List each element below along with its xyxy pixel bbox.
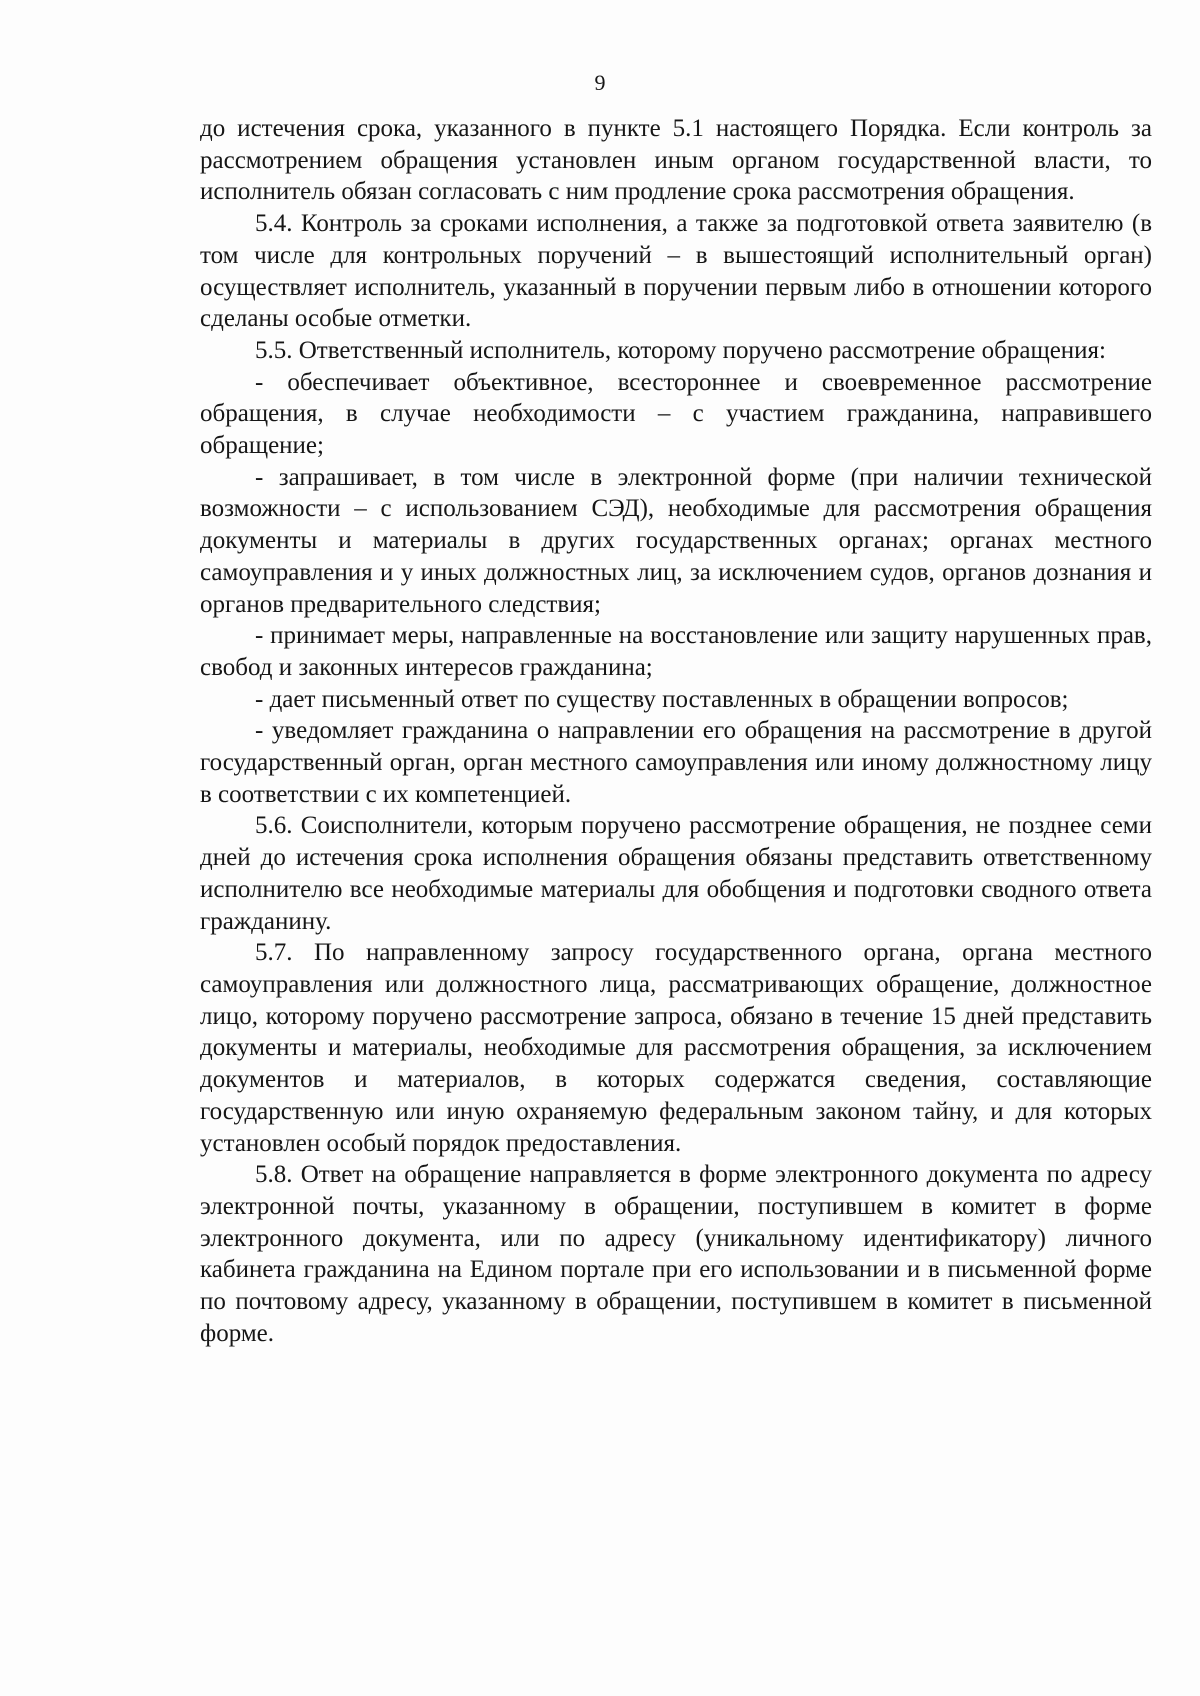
- paragraph-5-8: 5.8. Ответ на обращение направляется в форме электронного документа по адресу электронной почты, указанному в обращении, поступившем в комитет в форме электронного документа, или по адресу (уникальному идентификатору) личного кабинета гражданина на Едином портале при его использовании и в письменной форме по почтовому адресу, указанному в обращении, поступившем в комитет в письменной форме.: [200, 1161, 1152, 1347]
- paragraph-5-4: 5.4. Контроль за сроками исполнения, а также за подготовкой ответа заявителю (в том числе для контрольных поручений – в вышестоящий исполнительный орган) осуществляет исполнитель, указанный в поручении первым либо в отношении которого сделаны особые отметки.: [200, 210, 1152, 333]
- page-number: 9: [594, 70, 606, 95]
- paragraph-continuation: до истечения срока, указанного в пункте 5.1 настоящего Порядка. Если контроль за рассмотрением обращения установлен иным органом государственной власти, то исполнитель обязан согласовать с ним продление срока рассмотрения обращения.: [200, 115, 1152, 206]
- paragraph-5-6: 5.6. Соисполнители, которым поручено рассмотрение обращения, не позднее семи дней до истечения срока исполнения обращения обязаны представить ответственному исполнителю все необходимые материалы для обобщения и подготовки сводного ответа гражданину.: [200, 812, 1152, 935]
- list-item: - дает письменный ответ по существу поставленных в обращении вопросов;: [255, 685, 1069, 713]
- list-item: - запрашивает, в том числе в электронной форме (при наличии технической возможности – с использованием СЭД), необходимые для рассмотрения обращения документы и материалы в других государственных органах; органах местного самоуправления и у иных должностных лиц, за исключением судов, органов дознания и органов предварительного следствия;: [200, 463, 1152, 618]
- document-body: [200, 113, 1152, 1349]
- list-item: - принимает меры, направленные на восстановление или защиту нарушенных прав, свобод и законных интересов гражданина;: [200, 622, 1152, 681]
- paragraph-5-7: 5.7. По направленному запросу государственного органа, органа местного самоуправления или должностного лица, рассматривающих обращение, должностное лицо, которому поручено рассмотрение запроса, обязано в течение 15 дней представить документы и материалы, необходимые для рассмотрения обращения, за исключением документов и материалов, в которых содержатся сведения, составляющие государственную или иную охраняемую федеральным законом тайну, и для которых установлен особый порядок предоставления.: [200, 939, 1152, 1157]
- paragraph-5-5: 5.5. Ответственный исполнитель, которому поручено рассмотрение обращения:: [255, 336, 1106, 364]
- list-item: - обеспечивает объективное, всестороннее и своевременное рассмотрение обращения, в случае необходимости – с участием гражданина, направившего обращение;: [200, 368, 1152, 460]
- list-item: - уведомляет гражданина о направлении его обращения на рассмотрение в другой государственный орган, орган местного самоуправления или иному должностному лицу в соответствии с их компетенцией.: [200, 717, 1152, 808]
